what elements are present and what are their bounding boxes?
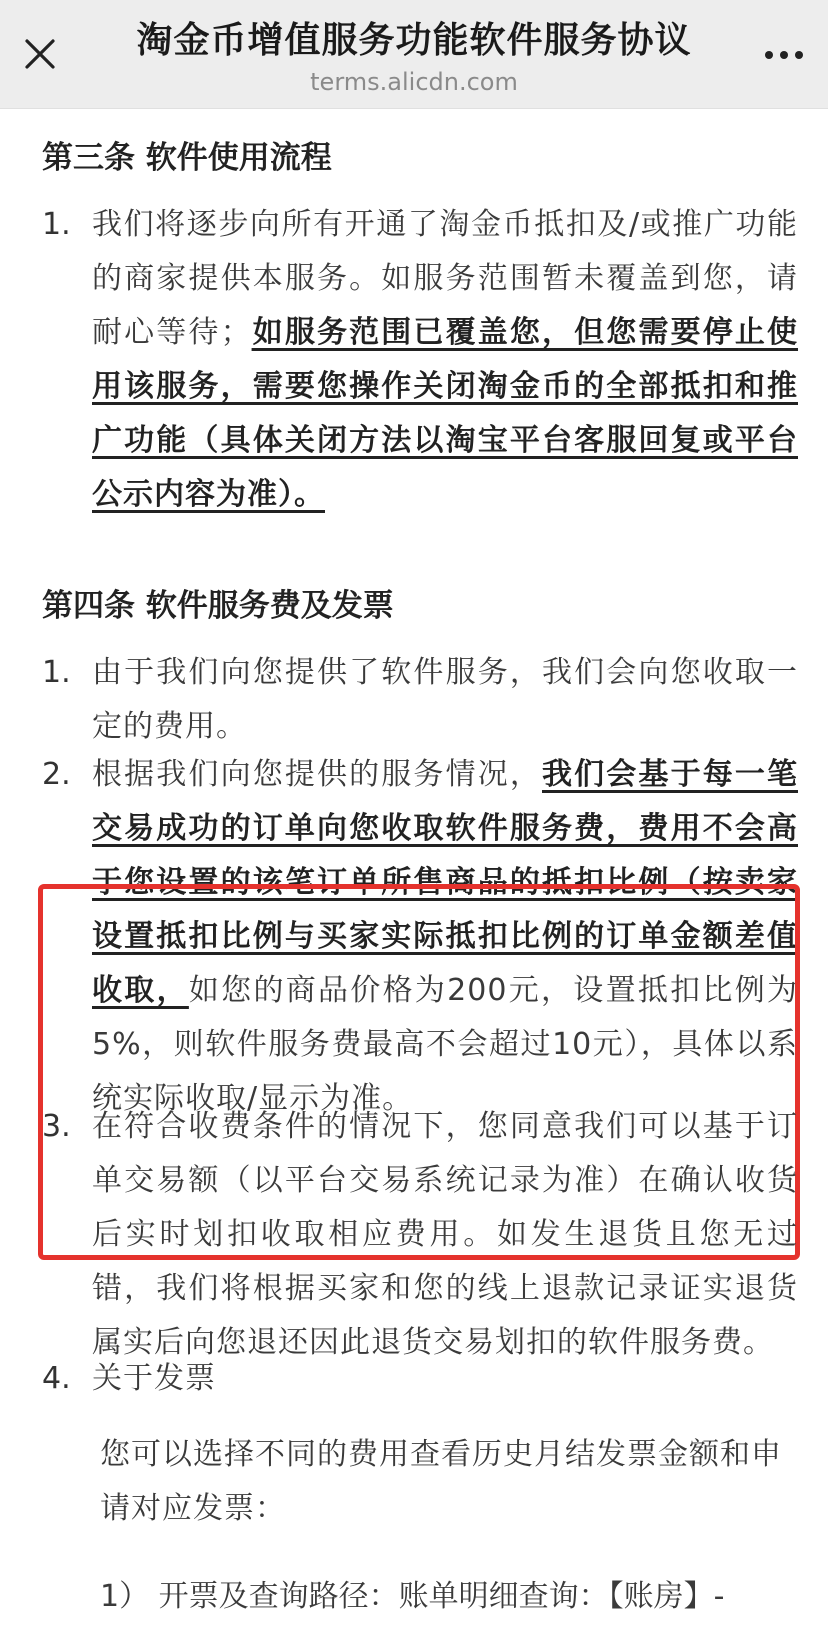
item-bold-text: 如服务范围已覆盖您，但您需要停止使用该服务，需要您操作关闭淘金币的全部抵扣和推广功能（具体关闭方法以淘宝平台客服回复或平台公示内容为准）。 [92,315,799,512]
more-dots-icon[interactable] [762,38,806,72]
item-number: 1. [42,207,71,242]
close-icon[interactable] [22,36,58,72]
invoice-paragraph: 您可以选择不同的费用查看历史月结发票金额和申请对应发票： [100,1437,782,1526]
item-plain-text-2: 如您的商品价格为200元，设置抵扣比例为5%，则软件服务费最高不会超过10元），具体以系统实际收取/显示为准。 [92,973,799,1116]
section-4-item-3 [42,1100,798,1370]
item-plain-text: 根据我们向您提供的服务情况， [92,757,542,792]
item-bold-text: 我们会基于每一笔交易成功的订单向您收取软件服务费，费用不会高于您设置的该笔订单所售商品的抵扣比例（按卖家设置抵扣比例与买家实际抵扣比例的订单金额差值收取， [92,757,798,1008]
item-number: 4. [42,1361,71,1396]
section-3-item-1 [42,198,798,522]
section-4-item-4 [42,1352,798,1406]
item-plain-text: 我们将逐步向所有开通了淘金币抵扣及/或推广功能的商家提供本服务。如服务范围暂未覆盖到您，请耐心等待； [92,207,798,350]
invoice-sub-item-1: 1） 开票及查询路径：账单明细查询：【账房】- [100,1579,725,1614]
item-number: 3. [42,1109,71,1144]
title-bar [0,0,828,109]
section-3-title: 第三条 软件使用流程 [42,140,332,176]
item-text [92,198,798,522]
section-4-item-1 [42,646,798,754]
title-block [100,18,728,98]
item-number: 1. [42,655,71,690]
item-text: 由于我们向您提供了软件服务，我们会向您收取一定的费用。 [92,655,798,744]
item-number: 2. [42,757,71,792]
item-text: 在符合收费条件的情况下，您同意我们可以基于订单交易额（以平台交易系统记录为准）在确认收货后实时划扣收取相应费用。如发生退货且您无过错，我们将根据买家和您的线上退款记录证实退货属实后向您退还因此退货交易划扣的软件服务费。 [92,1109,798,1360]
item-text: 关于发票 [92,1361,216,1396]
agreement-content[interactable] [0,108,828,1650]
page-title: 淘金币增值服务功能软件服务协议 [136,20,692,61]
section-4-title: 第四条 软件服务费及发票 [42,588,394,624]
page-url: terms.alicdn.com [310,68,518,96]
